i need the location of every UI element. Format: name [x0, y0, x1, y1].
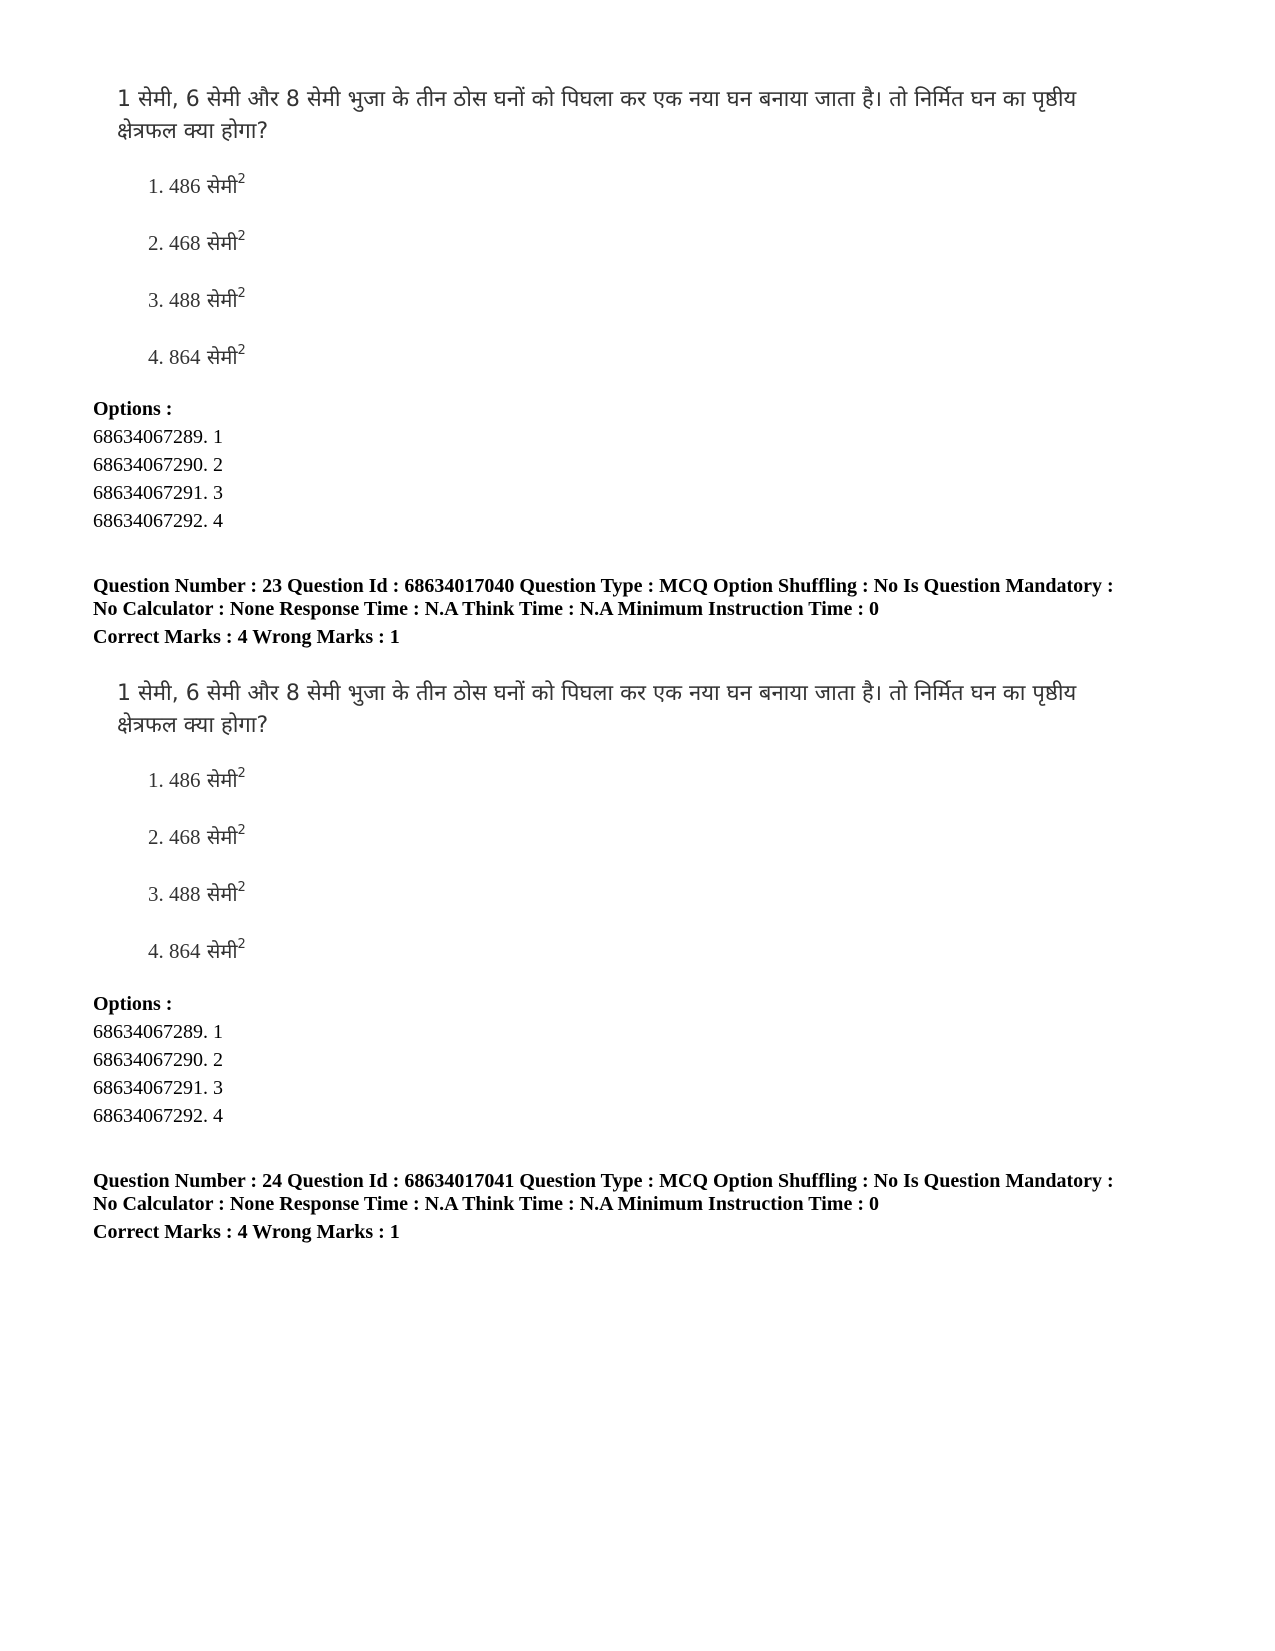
- options-label: Options :: [93, 993, 173, 1015]
- options-label: Options :: [93, 398, 173, 420]
- option-id: 68634067291. 3: [93, 1077, 223, 1099]
- question-line-1: 1 सेमी, 6 सेमी और 8 सेमी भुजा के तीन ठोस घनों को पिघला कर एक नया घन बनाया जाता है। तो निर्मित घन का पृष्ठीय: [117, 681, 1077, 706]
- choice-4: 4. 864 सेमी$^2$: [148, 937, 246, 963]
- question-text: [117, 84, 1177, 148]
- choice-2: 2. 468 सेमी$^2$: [148, 229, 246, 255]
- question-meta-line-2: No Calculator : None Response Time : N.A Think Time : N.A Minimum Instruction Time : 0: [93, 1193, 879, 1215]
- choice-1: 1. 486 सेमी$^2$: [148, 172, 246, 198]
- question-meta-line-1: Question Number : 23 Question Id : 68634017040 Question Type : MCQ Option Shuffling : No Is Question Mandatory :: [93, 575, 1114, 597]
- option-id: 68634067289. 1: [93, 1021, 223, 1043]
- question-line-2: क्षेत्रफल क्या होगा?: [117, 713, 269, 738]
- choice-2: 2. 468 सेमी$^2$: [148, 823, 246, 849]
- option-id: 68634067292. 4: [93, 1105, 223, 1127]
- question-line-2: क्षेत्रफल क्या होगा?: [117, 119, 269, 144]
- marks-line: Correct Marks : 4 Wrong Marks : 1: [93, 1221, 400, 1243]
- option-id: 68634067290. 2: [93, 454, 223, 476]
- marks-line: Correct Marks : 4 Wrong Marks : 1: [93, 626, 400, 648]
- option-id: 68634067290. 2: [93, 1049, 223, 1071]
- choice-1: 1. 486 सेमी$^2$: [148, 766, 246, 792]
- choice-3: 3. 488 सेमी$^2$: [148, 286, 246, 312]
- question-text: [117, 678, 1177, 742]
- option-id: 68634067289. 1: [93, 426, 223, 448]
- choice-4: 4. 864 सेमी$^2$: [148, 343, 246, 369]
- option-id: 68634067292. 4: [93, 510, 223, 532]
- option-id: 68634067291. 3: [93, 482, 223, 504]
- choice-3: 3. 488 सेमी$^2$: [148, 880, 246, 906]
- question-meta-line-2: No Calculator : None Response Time : N.A Think Time : N.A Minimum Instruction Time : 0: [93, 598, 879, 620]
- question-meta-line-1: Question Number : 24 Question Id : 68634017041 Question Type : MCQ Option Shuffling : No Is Question Mandatory :: [93, 1170, 1114, 1192]
- question-line-1: 1 सेमी, 6 सेमी और 8 सेमी भुजा के तीन ठोस घनों को पिघला कर एक नया घन बनाया जाता है। तो निर्मित घन का पृष्ठीय: [117, 87, 1077, 112]
